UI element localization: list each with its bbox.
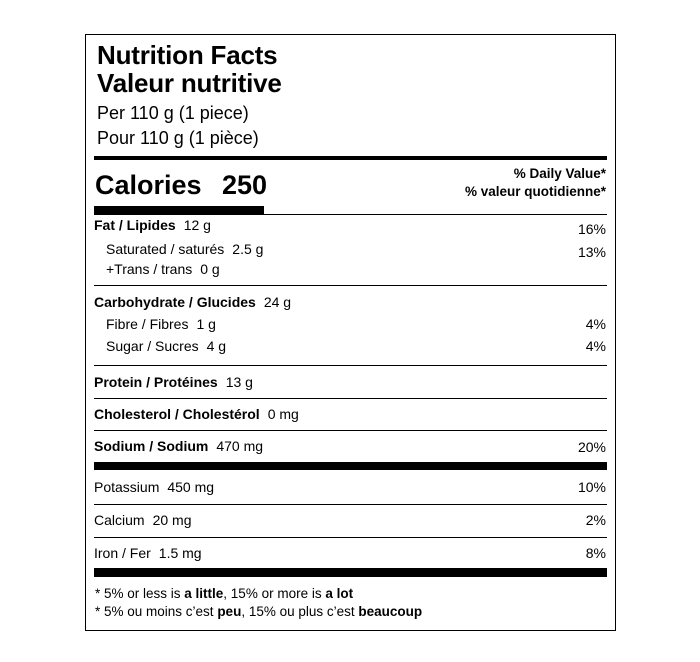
calcium-row [94,511,192,529]
trans-name: +Trans / trans [106,261,193,277]
iron-dv: 8% [585,545,606,561]
fat-row [94,216,211,234]
nutrition-facts-label [85,34,616,631]
footnote-french-middle: , 15% ou plus c’est [241,604,359,619]
iron-row [94,544,202,562]
calories-label: Calories [95,170,202,200]
fibre-name: Fibre / Fibres [106,316,189,332]
saturated-dv: 13% [577,244,606,260]
saturated-amount: 2.5 g [232,241,264,257]
daily-value-header-english: % Daily Value* [513,166,606,181]
footnote-french-beaucoup: beaucoup [358,604,423,619]
footnote-english-lot: a lot [325,586,354,601]
footnote-english-prefix: * 5% or less is [95,586,185,601]
calcium-dv: 2% [585,512,606,528]
potassium-name: Potassium [94,479,160,495]
iron-name: Iron / Fer [94,545,151,561]
serving-size-french: Pour 110 g (1 pièce) [97,128,259,148]
divider [94,285,607,286]
calcium-amount: 20 mg [152,512,192,528]
footnote-english-middle: , 15% or more is [223,586,326,601]
cholesterol-row [94,405,299,423]
fibre-amount: 1 g [196,316,216,332]
calories-value: 250 [222,170,268,200]
protein-amount: 13 g [225,374,253,390]
potassium-dv: 10% [577,479,606,495]
footnote-english [95,585,353,602]
protein-name: Protein / Protéines [94,374,218,390]
cholesterol-amount: 0 mg [267,406,299,422]
trans-row [106,260,220,278]
sugar-amount: 4 g [206,338,227,354]
title-french: Valeur nutritive [97,68,282,98]
fat-amount: 12 g [183,217,211,233]
footnote-french-prefix: * 5% ou moins c’est [95,604,218,619]
fibre-row [106,315,216,333]
sodium-amount: 470 mg [216,438,264,454]
cholesterol-name: Cholesterol / Cholestérol [94,406,260,422]
saturated-row [106,240,263,258]
footnote-english-little: a little [184,586,224,601]
sugar-row [106,337,226,355]
fibre-dv: 4% [585,316,606,332]
divider [94,504,607,505]
divider [94,398,607,399]
calories-underline [94,206,264,214]
daily-value-header-french: % valeur quotidienne* [464,184,606,199]
carbohydrate-name: Carbohydrate / Glucides [94,294,256,310]
title-english: Nutrition Facts [97,40,278,70]
potassium-row [94,478,214,496]
protein-row [94,373,253,391]
serving-size-english: Per 110 g (1 piece) [97,103,249,123]
calories-divider [94,214,607,215]
sugar-name: Sugar / Sucres [106,338,199,354]
sodium-dv: 20% [577,439,606,455]
footnote-divider [94,568,607,577]
fat-name: Fat / Lipides [94,217,176,233]
trans-amount: 0 g [200,261,220,277]
calcium-name: Calcium [94,512,145,528]
fat-dv: 16% [577,221,606,237]
potassium-amount: 450 mg [167,479,215,495]
sodium-name: Sodium / Sodium [94,438,209,454]
carbohydrate-amount: 24 g [263,294,292,310]
saturated-name: Saturated / saturés [106,241,225,257]
sugar-dv: 4% [585,338,606,354]
divider [94,365,607,366]
divider [94,430,607,431]
sodium-row [94,437,263,455]
carbohydrate-row [94,293,291,311]
footnote-french-peu: peu [217,604,242,619]
minerals-divider [94,462,607,470]
serving-divider [94,156,607,160]
divider [94,537,607,538]
iron-amount: 1.5 mg [158,545,202,561]
footnote-french [95,603,422,620]
